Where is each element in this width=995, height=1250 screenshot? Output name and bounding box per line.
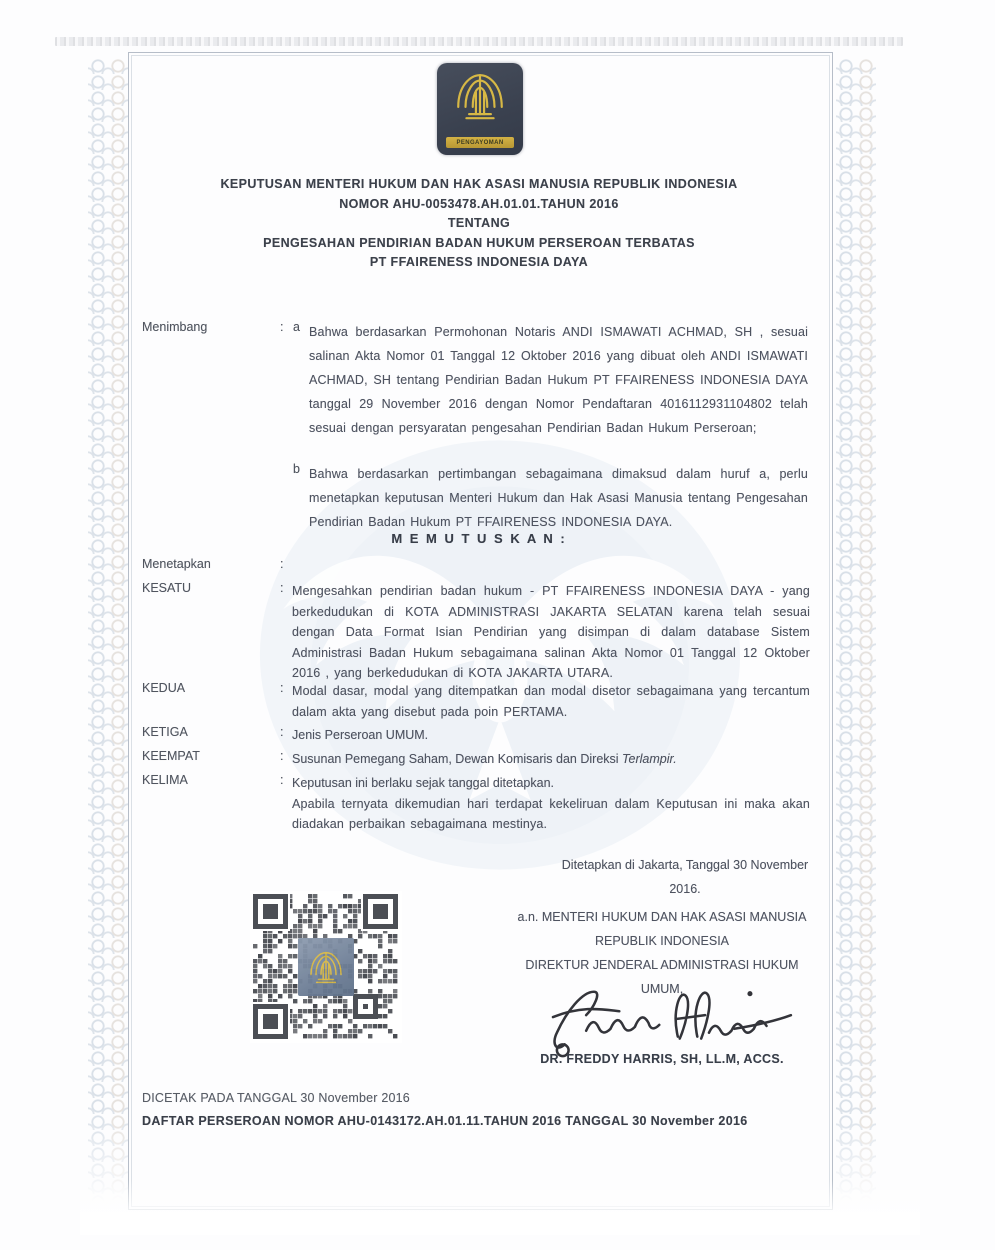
qr-tree-icon [306,945,346,989]
qr-center-logo [298,938,354,996]
title-line-5: PT FFAIRENESS INDONESIA DAYA [369,255,589,269]
kesatu-colon: : [280,581,284,595]
bottom-scan-fade [80,1180,920,1235]
title-line-2: NOMOR AHU-0053478.AH.01.01.TAHUN 2016 [339,196,619,211]
kesatu-text: Mengesahkan pendirian badan hukum - PT FFAIRENESS INDONESIA DAYA - yang berkedudukan di KOTA ADMINISTRASI JAKARTA SELATAN karena telah sesuai dengan Data Format Isian Pendirian yang disimpan di dalam database Sistem Administrasi Badan Hukum sebagaimana salinan Akta Nomor 01 Tanggal 12 Oktober 2016 , yang berkedudukan di KOTA JAKARTA UTARA. [292,584,810,680]
menimbang-item-b-text: Bahwa berdasarkan pertimbangan sebagaimana dimaksud dalam huruf a, perlu menetapkan keputusan Menteri Hukum dan Hak Asasi Manusia tentang Pengesahan Pendirian Badan Hukum PT FFAIRENESS INDONESIA DAYA. [309,467,808,529]
memutuskan-heading: M E M U T U S K A N : [391,531,567,546]
authority-line3: DIREKTUR JENDERAL ADMINISTRASI HUKUM [525,958,799,972]
kelima-text-line2: Apabila ternyata dikemudian hari terdapat kekeliruan dalam Keputusan ini maka akan diadakan perbaikan sebagaimana mestinya. [292,796,810,831]
kelima-text [292,773,810,835]
kemenkumham-logo [437,63,523,155]
ketiga-colon: : [280,725,284,739]
keempat-text [292,749,810,770]
footer-printed-date: DICETAK PADA TANGGAL 30 November 2016 [142,1091,410,1105]
menimbang-colon: : [280,320,284,334]
kedua-colon: : [280,681,284,695]
authority-line4: UMUM, [640,982,684,996]
left-border-pattern [88,58,128,1205]
kelima-text-line1: Keputusan ini berlaku sejak tanggal ditetapkan. [292,776,554,790]
decree-title [168,175,790,273]
kedua-text: Modal dasar, modal yang ditempatkan dan modal disetor sebagaimana yang tercantum dalam akta yang disebut pada poin PERTAMA. [292,684,810,719]
kesatu-label: KESATU [142,581,192,595]
pengayoman-tree-icon [450,67,510,125]
signer-name: DR. FREDDY HARRIS, SH, LL.M, ACCS. [540,1052,784,1066]
signature [540,982,800,1060]
authority-line2: REPUBLIK INDONESIA [594,934,730,948]
title-line-1: KEPUTUSAN MENTERI HUKUM DAN HAK ASASI MANUSIA REPUBLIK INDONESIA [220,177,738,191]
menimbang-item-a-marker: a [293,320,300,334]
footer-register-number: DAFTAR PERSEROAN NOMOR AHU-0143172.AH.01.11.TAHUN 2016 TANGGAL 30 November 2016 [142,1114,748,1128]
ketiga-text: Jenis Perseroan UMUM. [292,728,429,742]
place-date-line2: 2016. [669,882,701,896]
ketiga-label: KETIGA [142,725,188,739]
keempat-text-main: Susunan Pemegang Saham, Dewan Komisaris dan Direksi [292,752,623,766]
menetapkan-colon: : [280,557,284,571]
place-date-block [530,853,840,901]
kelima-label: KELIMA [142,773,188,787]
title-line-4: PENGESAHAN PENDIRIAN BADAN HUKUM PERSEROAN TERBATAS [263,235,695,250]
kelima-colon: : [280,773,284,787]
place-date-line1: Ditetapkan di Jakarta, Tanggal 30 November [561,858,809,872]
menimbang-label: Menimbang [142,320,208,334]
menetapkan-label: Menetapkan [142,557,211,571]
menimbang-item-b-marker: b [293,462,300,476]
right-border-pattern [836,58,876,1205]
logo-banner: PENGAYOMAN [446,137,514,148]
menimbang-item-a-text: Bahwa berdasarkan Permohonan Notaris ANDI ISMAWATI ACHMAD, SH , sesuai salinan Akta Nomor 01 Tanggal 12 Oktober 2016 yang dibuat oleh ANDI ISMAWATI ACHMAD, SH tentang Pendirian Badan Hukum PT FFAIRENESS INDONESIA DAYA tanggal 29 November 2016 dengan Nomor Pendaftaran 4016112931104802 telah sesuai dengan persyaratan pengesahan Pendirian Badan Hukum Perseroan; [309,325,808,435]
kedua-label: KEDUA [142,681,186,695]
keempat-text-italic: Terlampir. [622,752,677,766]
keempat-colon: : [280,749,284,763]
scan-artifact-band [55,37,903,46]
keempat-label: KEEMPAT [142,749,200,763]
authority-line1: a.n. MENTERI HUKUM DAN HAK ASASI MANUSIA [517,910,807,924]
title-line-3: TENTANG [447,216,511,230]
